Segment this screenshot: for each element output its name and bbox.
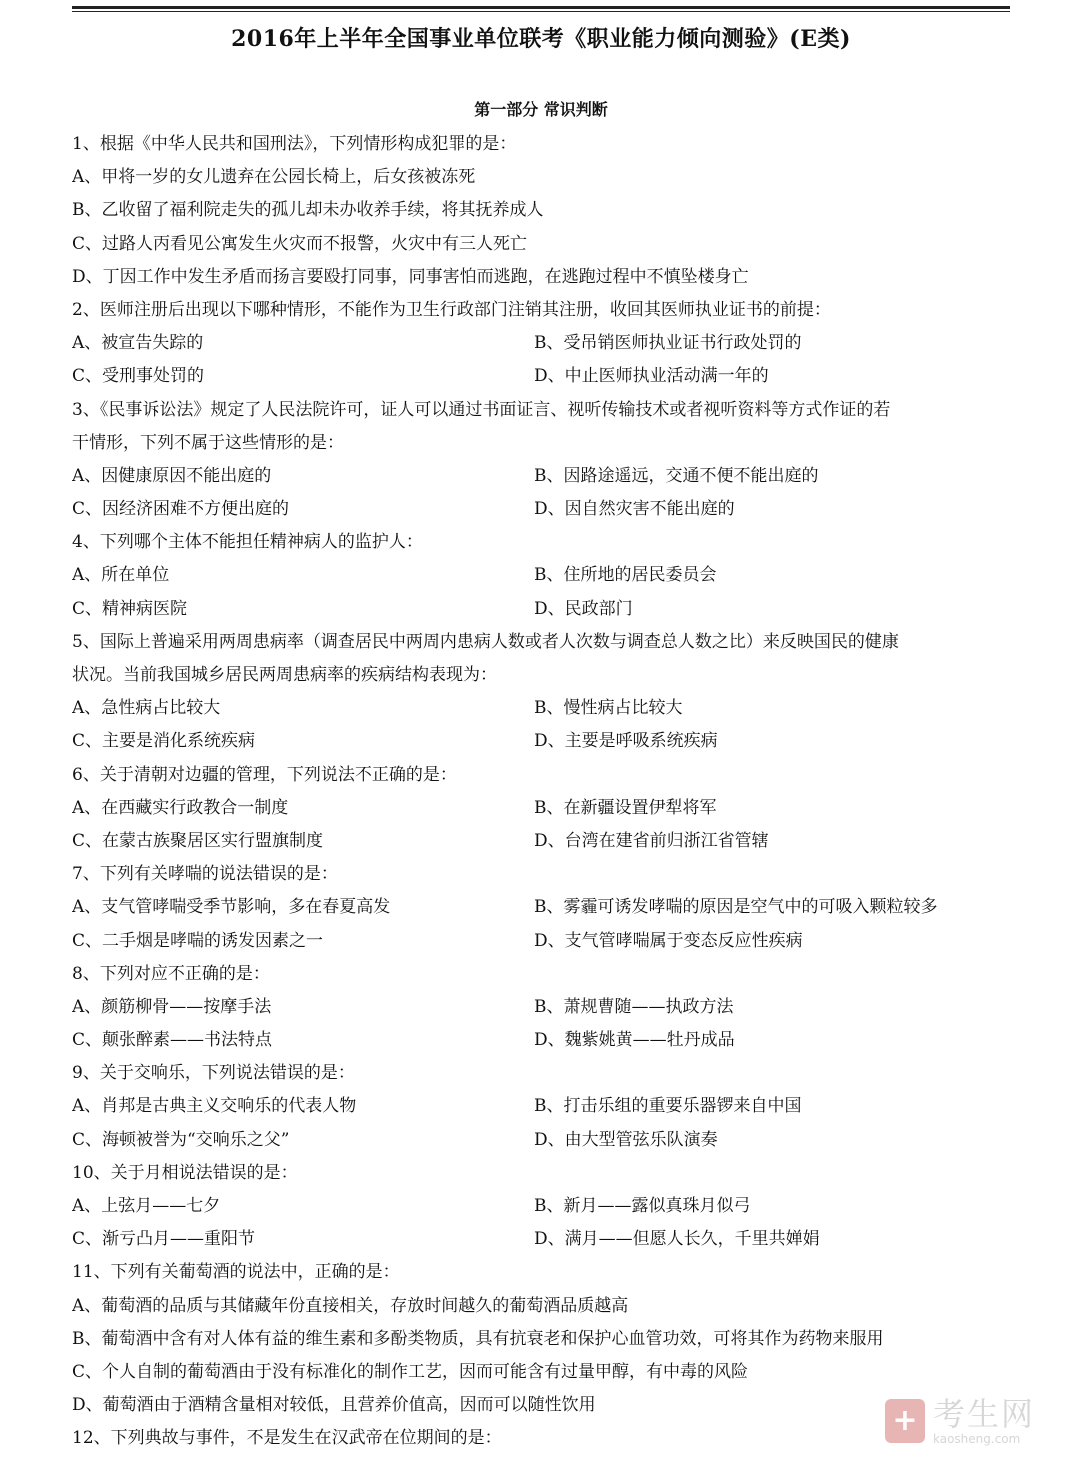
answer-option: A、在西藏实行政教合一制度 xyxy=(72,797,289,818)
question-stem: 状况。当前我国城乡居民两周患病率的疾病结构表现为： xyxy=(72,665,497,685)
question-stem: 1、根据《中华人民共和国刑法》，下列情形构成犯罪的是： xyxy=(72,134,517,154)
answer-option: C、因经济困难不方便出庭的 xyxy=(72,499,290,520)
question-6 xyxy=(72,759,1017,859)
answer-option: C、个人自制的葡萄酒由于没有标准化的制作工艺，因而可能含有过量甲醇，有中毒的风险 xyxy=(72,1361,749,1382)
question-3 xyxy=(72,394,1017,527)
option-row xyxy=(72,991,1017,1024)
option-row xyxy=(72,460,1017,493)
answer-option: C、过路人丙看见公寓发生火灾而不报警，火灾中有三人死亡 xyxy=(72,233,528,254)
answer-option: A、支气管哮喘受季节影响，多在春夏高发 xyxy=(72,897,391,918)
option-row xyxy=(72,1124,1017,1157)
answer-option: A、甲将一岁的女儿遗弃在公园长椅上，后女孩被冻死 xyxy=(72,167,476,188)
question-10 xyxy=(72,1157,1017,1257)
option-row xyxy=(72,792,1017,825)
answer-option: B、受吊销医师执业证书行政处罚的 xyxy=(534,333,802,354)
watermark-logo-icon: + xyxy=(885,1399,925,1443)
answer-option: D、民政部门 xyxy=(534,598,633,619)
question-9 xyxy=(72,1057,1017,1157)
answer-option: D、因自然灾害不能出庭的 xyxy=(534,499,735,520)
option-row xyxy=(72,1090,1017,1123)
question-8 xyxy=(72,958,1017,1058)
answer-option: C、颠张醉素——书法特点 xyxy=(72,1030,273,1051)
answer-option: C、主要是消化系统疾病 xyxy=(72,731,256,752)
answer-option: B、因路途遥远，交通不便不能出庭的 xyxy=(534,465,819,486)
answer-option: A、颜筋柳骨——按摩手法 xyxy=(72,996,272,1017)
answer-option: B、住所地的居民委员会 xyxy=(534,565,717,586)
answer-option: C、海顿被誉为“交响乐之父” xyxy=(72,1129,290,1150)
answer-option: A、肖邦是古典主义交响乐的代表人物 xyxy=(72,1096,357,1117)
answer-option: B、新月——露似真珠月似弓 xyxy=(534,1196,751,1216)
answer-option: B、葡萄酒中含有对人体有益的维生素和多酚类物质，具有抗衰老和保护心血管功效，可将其作为药物来服用 xyxy=(72,1328,884,1349)
question-1 xyxy=(72,128,1017,294)
document-title: 2016年上半年全国事业单位联考《职业能力倾向测验》(E类) xyxy=(231,26,851,52)
option-row xyxy=(72,891,1017,924)
option-row xyxy=(72,493,1017,526)
question-stem: 12、下列典故与事件，不是发生在汉武帝在位期间的是： xyxy=(72,1428,502,1449)
question-11 xyxy=(72,1256,1017,1422)
option-row xyxy=(72,725,1017,758)
question-stem: 2、医师注册后出现以下哪种情形，不能作为卫生行政部门注销其注册，收回其医师执业证书的前提： xyxy=(72,299,831,320)
option-row xyxy=(72,925,1017,958)
question-stem: 10、关于月相说法错误的是： xyxy=(72,1162,298,1183)
option-row xyxy=(72,559,1017,592)
question-stem: 4、下列哪个主体不能担任精神病人的监护人： xyxy=(72,532,423,553)
answer-option: A、急性病占比较大 xyxy=(72,698,221,719)
answer-option: B、打击乐组的重要乐器锣来自中国 xyxy=(534,1096,802,1117)
answer-option: D、主要是呼吸系统疾病 xyxy=(534,731,718,752)
answer-option: C、二手烟是哮喘的诱发因素之一 xyxy=(72,930,324,951)
answer-option: B、在新疆设置伊犁将军 xyxy=(534,797,717,818)
question-4 xyxy=(72,526,1017,626)
question-stem: 7、下列有关哮喘的说法错误的是： xyxy=(72,864,338,885)
option-row xyxy=(72,825,1017,858)
watermark xyxy=(885,1392,1060,1450)
answer-option: A、被宣告失踪的 xyxy=(72,333,204,354)
question-stem: 3、《民事诉讼法》规定了人民法院许可，证人可以通过书面证言、视听传输技术或者视听资料等方式作证的若 xyxy=(72,399,891,420)
header-rule-thick xyxy=(72,6,1010,9)
option-row xyxy=(72,1223,1017,1256)
question-stem: 6、关于清朝对边疆的管理，下列说法不正确的是： xyxy=(72,764,457,785)
answer-option: D、台湾在建省前归浙江省管辖 xyxy=(534,830,769,851)
question-stem: 9、关于交响乐，下列说法错误的是： xyxy=(72,1063,355,1084)
answer-option: C、受刑事处罚的 xyxy=(72,366,205,387)
watermark-text: 考生网 xyxy=(933,1395,1036,1433)
question-stem: 8、下列对应不正确的是： xyxy=(72,963,270,984)
option-row xyxy=(72,593,1017,626)
answer-option: D、葡萄酒由于酒精含量相对较低，且营养价值高，因而可以随性饮用 xyxy=(72,1395,596,1416)
question-list xyxy=(72,128,1017,1456)
answer-option: D、满月——但愿人长久，千里共婵娟 xyxy=(534,1229,820,1250)
answer-option: A、葡萄酒的品质与其储藏年份直接相关，存放时间越久的葡萄酒品质越高 xyxy=(72,1295,629,1316)
question-2 xyxy=(72,294,1017,394)
question-stem: 11、下列有关葡萄酒的说法中，正确的是： xyxy=(72,1262,400,1283)
question-stem: 5、国际上普遍采用两周患病率（调查居民中两周内患病人数或者人次数与调查总人数之比）来反映国民的健康 xyxy=(72,631,899,652)
answer-option: D、魏紫姚黄——牡丹成品 xyxy=(534,1030,735,1051)
answer-option: B、乙收留了福利院走失的孤儿却未办收养手续，将其抚养成人 xyxy=(72,200,544,221)
watermark-url: kaosheng.com xyxy=(933,1432,1021,1446)
answer-option: D、丁因工作中发生矛盾而扬言要殴打同事，同事害怕而逃跑，在逃跑过程中不慎坠楼身亡 xyxy=(72,266,749,287)
question-5 xyxy=(72,626,1017,759)
question-12 xyxy=(72,1422,1017,1455)
answer-option: A、上弦月——七夕 xyxy=(72,1196,221,1216)
answer-option: C、渐亏凸月——重阳节 xyxy=(72,1229,256,1250)
answer-option: A、因健康原因不能出庭的 xyxy=(72,465,272,486)
option-row xyxy=(72,360,1017,393)
answer-option: C、精神病医院 xyxy=(72,598,188,619)
option-row xyxy=(72,327,1017,360)
header-rule-thin xyxy=(72,11,1010,12)
option-row xyxy=(72,1190,1017,1223)
answer-option: D、中止医师执业活动满一年的 xyxy=(534,366,769,387)
answer-option: C、在蒙古族聚居区实行盟旗制度 xyxy=(72,830,324,851)
answer-option: B、慢性病占比较大 xyxy=(534,698,683,719)
answer-option: B、雾霾可诱发哮喘的原因是空气中的可吸入颗粒较多 xyxy=(534,897,938,918)
answer-option: D、由大型管弦乐队演奏 xyxy=(534,1129,718,1150)
section-heading: 第一部分 常识判断 xyxy=(474,100,608,119)
question-7 xyxy=(72,858,1017,958)
answer-option: D、支气管哮喘属于变态反应性疾病 xyxy=(534,930,803,951)
option-row xyxy=(72,692,1017,725)
option-row xyxy=(72,1024,1017,1057)
question-stem: 干情形，下列不属于这些情形的是： xyxy=(72,432,344,453)
answer-option: A、所在单位 xyxy=(72,565,170,586)
answer-option: B、萧规曹随——执政方法 xyxy=(534,996,734,1017)
